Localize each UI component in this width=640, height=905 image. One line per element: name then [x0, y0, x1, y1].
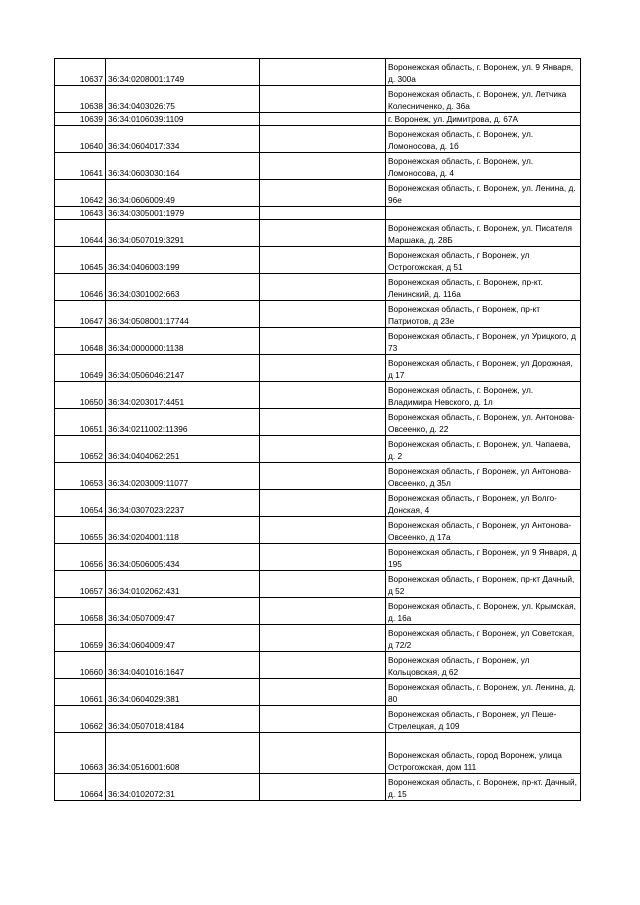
cadastral-number-cell: 36:34:0208001:1749 — [106, 59, 260, 86]
empty-cell — [260, 652, 386, 679]
row-number-cell: 10660 — [55, 652, 106, 679]
address-cell — [386, 207, 581, 220]
cadastral-number-cell: 36:34:0404062:251 — [106, 436, 260, 463]
row-number-cell: 10653 — [55, 463, 106, 490]
table-row — [55, 517, 581, 544]
row-number-cell: 10663 — [55, 733, 106, 774]
table-row — [55, 409, 581, 436]
row-number-cell: 10639 — [55, 113, 106, 126]
empty-cell — [260, 274, 386, 301]
empty-cell — [260, 113, 386, 126]
empty-cell — [260, 247, 386, 274]
row-number-cell: 10657 — [55, 571, 106, 598]
cadastral-number-cell: 36:34:0106039:1109 — [106, 113, 260, 126]
table-row — [55, 598, 581, 625]
row-number-cell: 10662 — [55, 706, 106, 733]
empty-cell — [260, 126, 386, 153]
table-row — [55, 301, 581, 328]
empty-cell — [260, 598, 386, 625]
cadastral-number-cell: 36:34:0506046:2147 — [106, 355, 260, 382]
empty-cell — [260, 153, 386, 180]
table-body — [55, 59, 581, 801]
address-cell: г. Воронеж, ул. Димитрова, д. 67А — [386, 113, 581, 126]
table-row — [55, 706, 581, 733]
empty-cell — [260, 774, 386, 801]
address-cell: Воронежская область, г Воронеж, пр-кт Дачный, д 52 — [386, 571, 581, 598]
address-cell: Воронежская область, г Воронеж, ул Пеше-Стрелецкая, д 109 — [386, 706, 581, 733]
row-number-cell: 10658 — [55, 598, 106, 625]
table-row — [55, 86, 581, 113]
address-cell: Воронежская область, г Воронеж, ул Острогожская, д 51 — [386, 247, 581, 274]
table-row — [55, 625, 581, 652]
address-cell: Воронежская область, город Воронеж, улица Острогожская, дом 111 — [386, 733, 581, 774]
data-table — [54, 58, 581, 801]
row-number-cell: 10655 — [55, 517, 106, 544]
address-cell: Воронежская область, г. Воронеж, ул. Писателя Маршака, д. 28Б — [386, 220, 581, 247]
address-cell: Воронежская область, г Воронеж, ул Дорожная, д 17 — [386, 355, 581, 382]
table-row — [55, 274, 581, 301]
address-cell: Воронежская область, г Воронеж, ул Антонова-Овсеенко, д 17а — [386, 517, 581, 544]
empty-cell — [260, 220, 386, 247]
address-cell: Воронежская область, г Воронеж, ул 9 Января, д 195 — [386, 544, 581, 571]
row-number-cell: 10654 — [55, 490, 106, 517]
address-cell: Воронежская область, г Воронеж, пр-кт Патриотов, д 23е — [386, 301, 581, 328]
table-row — [55, 207, 581, 220]
row-number-cell: 10637 — [55, 59, 106, 86]
row-number-cell: 10651 — [55, 409, 106, 436]
empty-cell — [260, 86, 386, 113]
cadastral-number-cell: 36:34:0604017:334 — [106, 126, 260, 153]
cadastral-number-cell: 36:34:0102072:31 — [106, 774, 260, 801]
table-row — [55, 153, 581, 180]
cadastral-number-cell: 36:34:0507009:47 — [106, 598, 260, 625]
empty-cell — [260, 733, 386, 774]
cadastral-number-cell: 36:34:0401016:1647 — [106, 652, 260, 679]
empty-cell — [260, 301, 386, 328]
row-number-cell: 10638 — [55, 86, 106, 113]
row-number-cell: 10652 — [55, 436, 106, 463]
table-row — [55, 652, 581, 679]
table-row — [55, 733, 581, 774]
table-row — [55, 463, 581, 490]
cadastral-number-cell: 36:34:0506005:434 — [106, 544, 260, 571]
address-cell: Воронежская область, г. Воронеж, пр-кт. Ленинский, д. 116а — [386, 274, 581, 301]
cadastral-number-cell: 36:34:0508001:17744 — [106, 301, 260, 328]
table-row — [55, 490, 581, 517]
address-cell: Воронежская область, г. Воронеж, ул. Ломоносова, д. 1б — [386, 126, 581, 153]
row-number-cell: 10661 — [55, 679, 106, 706]
empty-cell — [260, 571, 386, 598]
table-row — [55, 247, 581, 274]
cadastral-number-cell: 36:34:0000000:1138 — [106, 328, 260, 355]
cadastral-number-cell: 36:34:0516001:608 — [106, 733, 260, 774]
cadastral-number-cell: 36:34:0507018:4184 — [106, 706, 260, 733]
row-number-cell: 10642 — [55, 180, 106, 207]
row-number-cell: 10650 — [55, 382, 106, 409]
address-cell: Воронежская область, г. Воронеж, ул. Владимира Невского, д. 1л — [386, 382, 581, 409]
table-row — [55, 571, 581, 598]
empty-cell — [260, 59, 386, 86]
cadastral-number-cell: 36:34:0203017:4451 — [106, 382, 260, 409]
address-cell: Воронежская область, г Воронеж, ул Кольцовская, д 62 — [386, 652, 581, 679]
empty-cell — [260, 207, 386, 220]
empty-cell — [260, 463, 386, 490]
address-cell: Воронежская область, г. Воронеж, ул. Летчика Колесниченко, д. 36а — [386, 86, 581, 113]
row-number-cell: 10649 — [55, 355, 106, 382]
address-cell: Воронежская область, г. Воронеж, ул. Антонова-Овсеенко, д. 22 — [386, 409, 581, 436]
row-number-cell: 10644 — [55, 220, 106, 247]
address-cell: Воронежская область, г. Воронеж, ул. Ленина, д. 80 — [386, 679, 581, 706]
empty-cell — [260, 625, 386, 652]
cadastral-number-cell: 36:34:0403026:75 — [106, 86, 260, 113]
table-row — [55, 126, 581, 153]
cadastral-number-cell: 36:34:0305001:1979 — [106, 207, 260, 220]
table-row — [55, 544, 581, 571]
row-number-cell: 10656 — [55, 544, 106, 571]
cadastral-number-cell: 36:34:0307023:2237 — [106, 490, 260, 517]
empty-cell — [260, 355, 386, 382]
empty-cell — [260, 679, 386, 706]
cadastral-number-cell: 36:34:0406003:199 — [106, 247, 260, 274]
row-number-cell: 10648 — [55, 328, 106, 355]
row-number-cell: 10659 — [55, 625, 106, 652]
address-cell: Воронежская область, г. Воронеж, ул. 9 Января, д. 300а — [386, 59, 581, 86]
table-row — [55, 220, 581, 247]
address-cell: Воронежская область, г Воронеж, ул Урицкого, д 73 — [386, 328, 581, 355]
address-cell: Воронежская область, г. Воронеж, ул. Ленина, д. 96е — [386, 180, 581, 207]
empty-cell — [260, 490, 386, 517]
empty-cell — [260, 328, 386, 355]
address-cell: Воронежская область, г Воронеж, ул Советская, д 72/2 — [386, 625, 581, 652]
address-cell: Воронежская область, г. Воронеж, ул. Крымская, д. 16а — [386, 598, 581, 625]
table-row — [55, 113, 581, 126]
row-number-cell: 10641 — [55, 153, 106, 180]
table-row — [55, 774, 581, 801]
empty-cell — [260, 180, 386, 207]
empty-cell — [260, 382, 386, 409]
table-row — [55, 436, 581, 463]
table-row — [55, 355, 581, 382]
empty-cell — [260, 544, 386, 571]
cadastral-number-cell: 36:34:0204001:118 — [106, 517, 260, 544]
cadastral-number-cell: 36:34:0507019:3291 — [106, 220, 260, 247]
cadastral-number-cell: 36:34:0211002:11396 — [106, 409, 260, 436]
empty-cell — [260, 409, 386, 436]
table-row — [55, 382, 581, 409]
address-cell: Воронежская область, г Воронеж, ул Антонова-Овсеенко, д 35л — [386, 463, 581, 490]
row-number-cell: 10664 — [55, 774, 106, 801]
row-number-cell: 10640 — [55, 126, 106, 153]
row-number-cell: 10646 — [55, 274, 106, 301]
address-cell: Воронежская область, г Воронеж, ул Волго-Донская, 4 — [386, 490, 581, 517]
table-row — [55, 328, 581, 355]
table-row — [55, 180, 581, 207]
row-number-cell: 10643 — [55, 207, 106, 220]
address-cell: Воронежская область, г. Воронеж, пр-кт. Дачный, д. 15 — [386, 774, 581, 801]
address-cell: Воронежская область, г. Воронеж, ул. Ломоносова, д. 4 — [386, 153, 581, 180]
cadastral-number-cell: 36:34:0604009:47 — [106, 625, 260, 652]
address-cell: Воронежская область, г. Воронеж, ул. Чапаева, д. 2 — [386, 436, 581, 463]
table-row — [55, 59, 581, 86]
row-number-cell: 10647 — [55, 301, 106, 328]
table-row — [55, 679, 581, 706]
cadastral-number-cell: 36:34:0102062:431 — [106, 571, 260, 598]
row-number-cell: 10645 — [55, 247, 106, 274]
cadastral-number-cell: 36:34:0301002:663 — [106, 274, 260, 301]
cadastral-number-cell: 36:34:0606009:49 — [106, 180, 260, 207]
empty-cell — [260, 517, 386, 544]
cadastral-number-cell: 36:34:0604029:381 — [106, 679, 260, 706]
empty-cell — [260, 706, 386, 733]
cadastral-number-cell: 36:34:0603030:164 — [106, 153, 260, 180]
empty-cell — [260, 436, 386, 463]
cadastral-number-cell: 36:34:0203009:11077 — [106, 463, 260, 490]
